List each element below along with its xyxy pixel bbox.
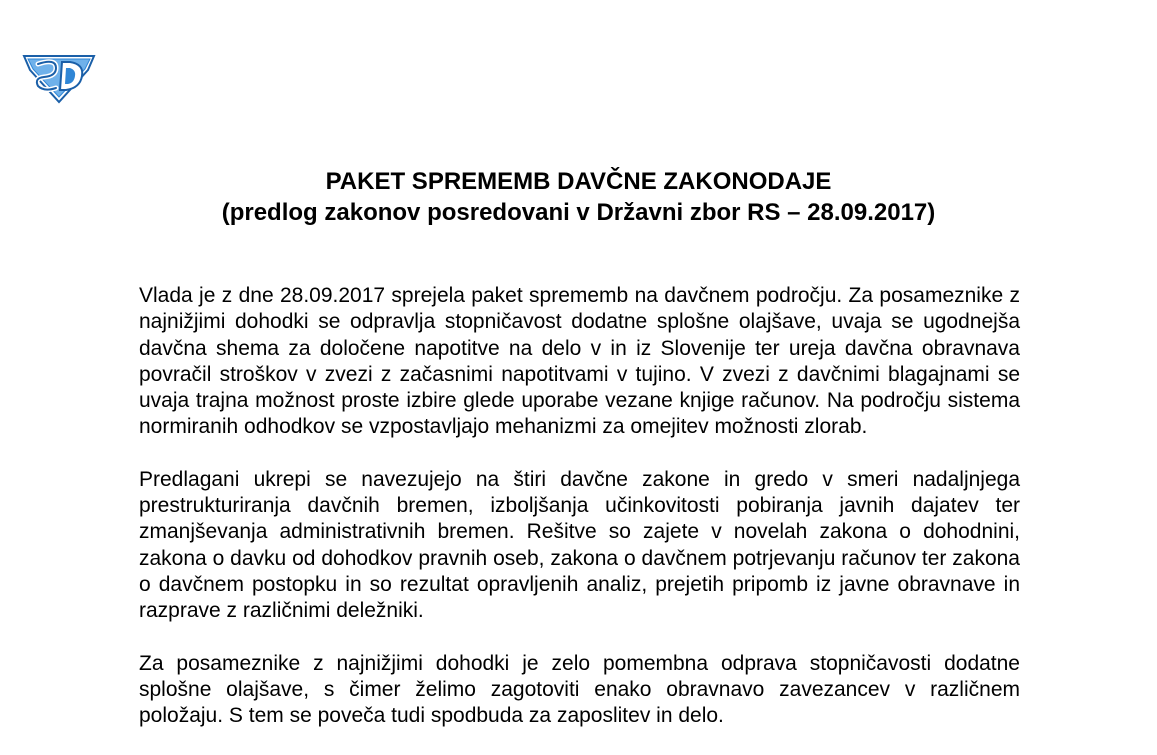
- paragraph: Predlagani ukrepi se navezujejo na štiri davčne zakone in gredo v smeri nadaljnjega prestrukturiranja davčnih bremen, izboljšanja učinkovitosti pobiranja javnih dajatev ter zmanjševanja administrativnih bremen. Rešitve so zajete v novelah zakona o dohodnini, zakona o davku od dohodkov pravnih oseb, zakona o davčnem potrjevanju računov ter zakona o davčnem postopku in so rezultat opravljenih analiz, prejetih pripomb iz javne obravnave in razprave z različnimi deležniki.: [139, 467, 1020, 623]
- document-body: [139, 283, 1020, 755]
- paragraph: Vlada je z dne 28.09.2017 sprejela paket sprememb na davčnem področju. Za posameznike z najnižjimi dohodki se odpravlja stopničavost dodatne splošne olajšave, uvaja se ugodnejša davčna shema za določene napotitve na delo v in iz Slovenije ter ureja davčna obravnava povračil stroškov v zvezi z začasnimi napotitvami v tujino. V zvezi z davčnimi blagajnami se uvaja trajna možnost proste izbire glede uporabe vezane knjige računov. Na področju sistema normiranih odhodkov se vzpostavljajo mehanizmi za omejitev možnosti zlorab.: [139, 284, 1020, 439]
- document-subtitle: (predlog zakonov posredovani v Državni zbor RS – 28.09.2017): [221, 199, 936, 226]
- sd-party-logo-icon: [22, 50, 96, 104]
- paragraph: Za posameznike z najnižjimi dohodki je zelo pomembna odprava stopničavosti dodatne splošne olajšave, s čimer želimo zagotoviti enako obravnavo zavezancev v različnem položaju. S tem se poveča tudi spodbuda za zaposlitev in delo.: [139, 651, 1020, 728]
- document-title: PAKET SPREMEMB DAVČNE ZAKONODAJE: [325, 168, 832, 195]
- document-heading: [0, 166, 1157, 228]
